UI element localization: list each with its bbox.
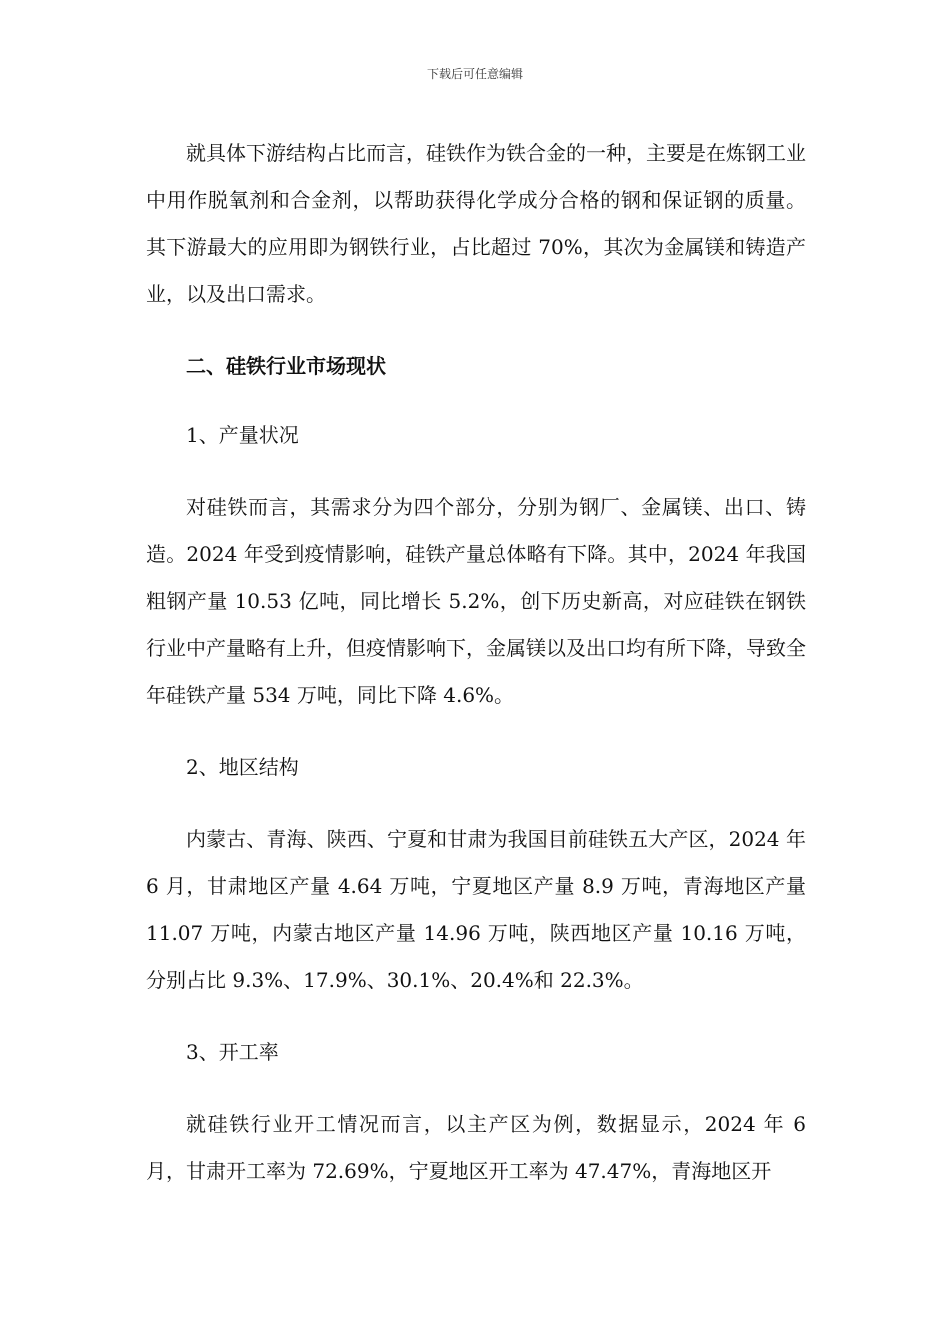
document-body [146, 130, 806, 1195]
production-paragraph: 对硅铁而言，其需求分为四个部分，分别为钢厂、金属镁、出口、铸造。2024 年受到疫情影响，硅铁产量总体略有下降。其中，2024 年我国粗钢产量 10.53 亿吨，同比增长 5.2%，创下历史新高，对应硅铁在钢铁行业中产量略有上升，但疫情影响下，金属镁以及出口均有所下降，导致全年硅铁产量 534 万吨，同比下降 4.6%。 [146, 495, 806, 707]
subsection-3-title: 3、开工率 [186, 1040, 279, 1064]
section-2-title: 二、硅铁行业市场现状 [186, 354, 386, 378]
page-header-note: 下载后可任意编辑 [426, 67, 523, 81]
subsection-2-title: 2、地区结构 [186, 755, 299, 779]
intro-paragraph: 就具体下游结构占比而言，硅铁作为铁合金的一种，主要是在炼钢工业中用作脱氧剂和合金剂，以帮助获得化学成分合格的钢和保证钢的质量。 其下游最大的应用即为钢铁行业，占比超过 70%，其次为金属镁和铸造产业，以及出口需求。 [146, 141, 806, 306]
subsection-1-title: 1、产量状况 [186, 423, 299, 447]
operating-rate-paragraph: 就硅铁行业开工情况而言，以主产区为例，数据显示，2024 年 6 月，甘肃开工率为 72.69%，宁夏地区开工率为 47.47%，青海地区开 [146, 1112, 806, 1183]
regional-structure-paragraph: 内蒙古、青海、陕西、宁夏和甘肃为我国目前硅铁五大产区，2024 年 6 月，甘肃地区产量 4.64 万吨，宁夏地区产量 8.9 万吨，青海地区产量 11.07 万吨，内蒙古地区产量 14.96 万吨，陕西地区产量 10.16 万吨，分别占比 9.3%、17.9%、30.1%、20.4%和 22.3%。 [146, 827, 806, 992]
